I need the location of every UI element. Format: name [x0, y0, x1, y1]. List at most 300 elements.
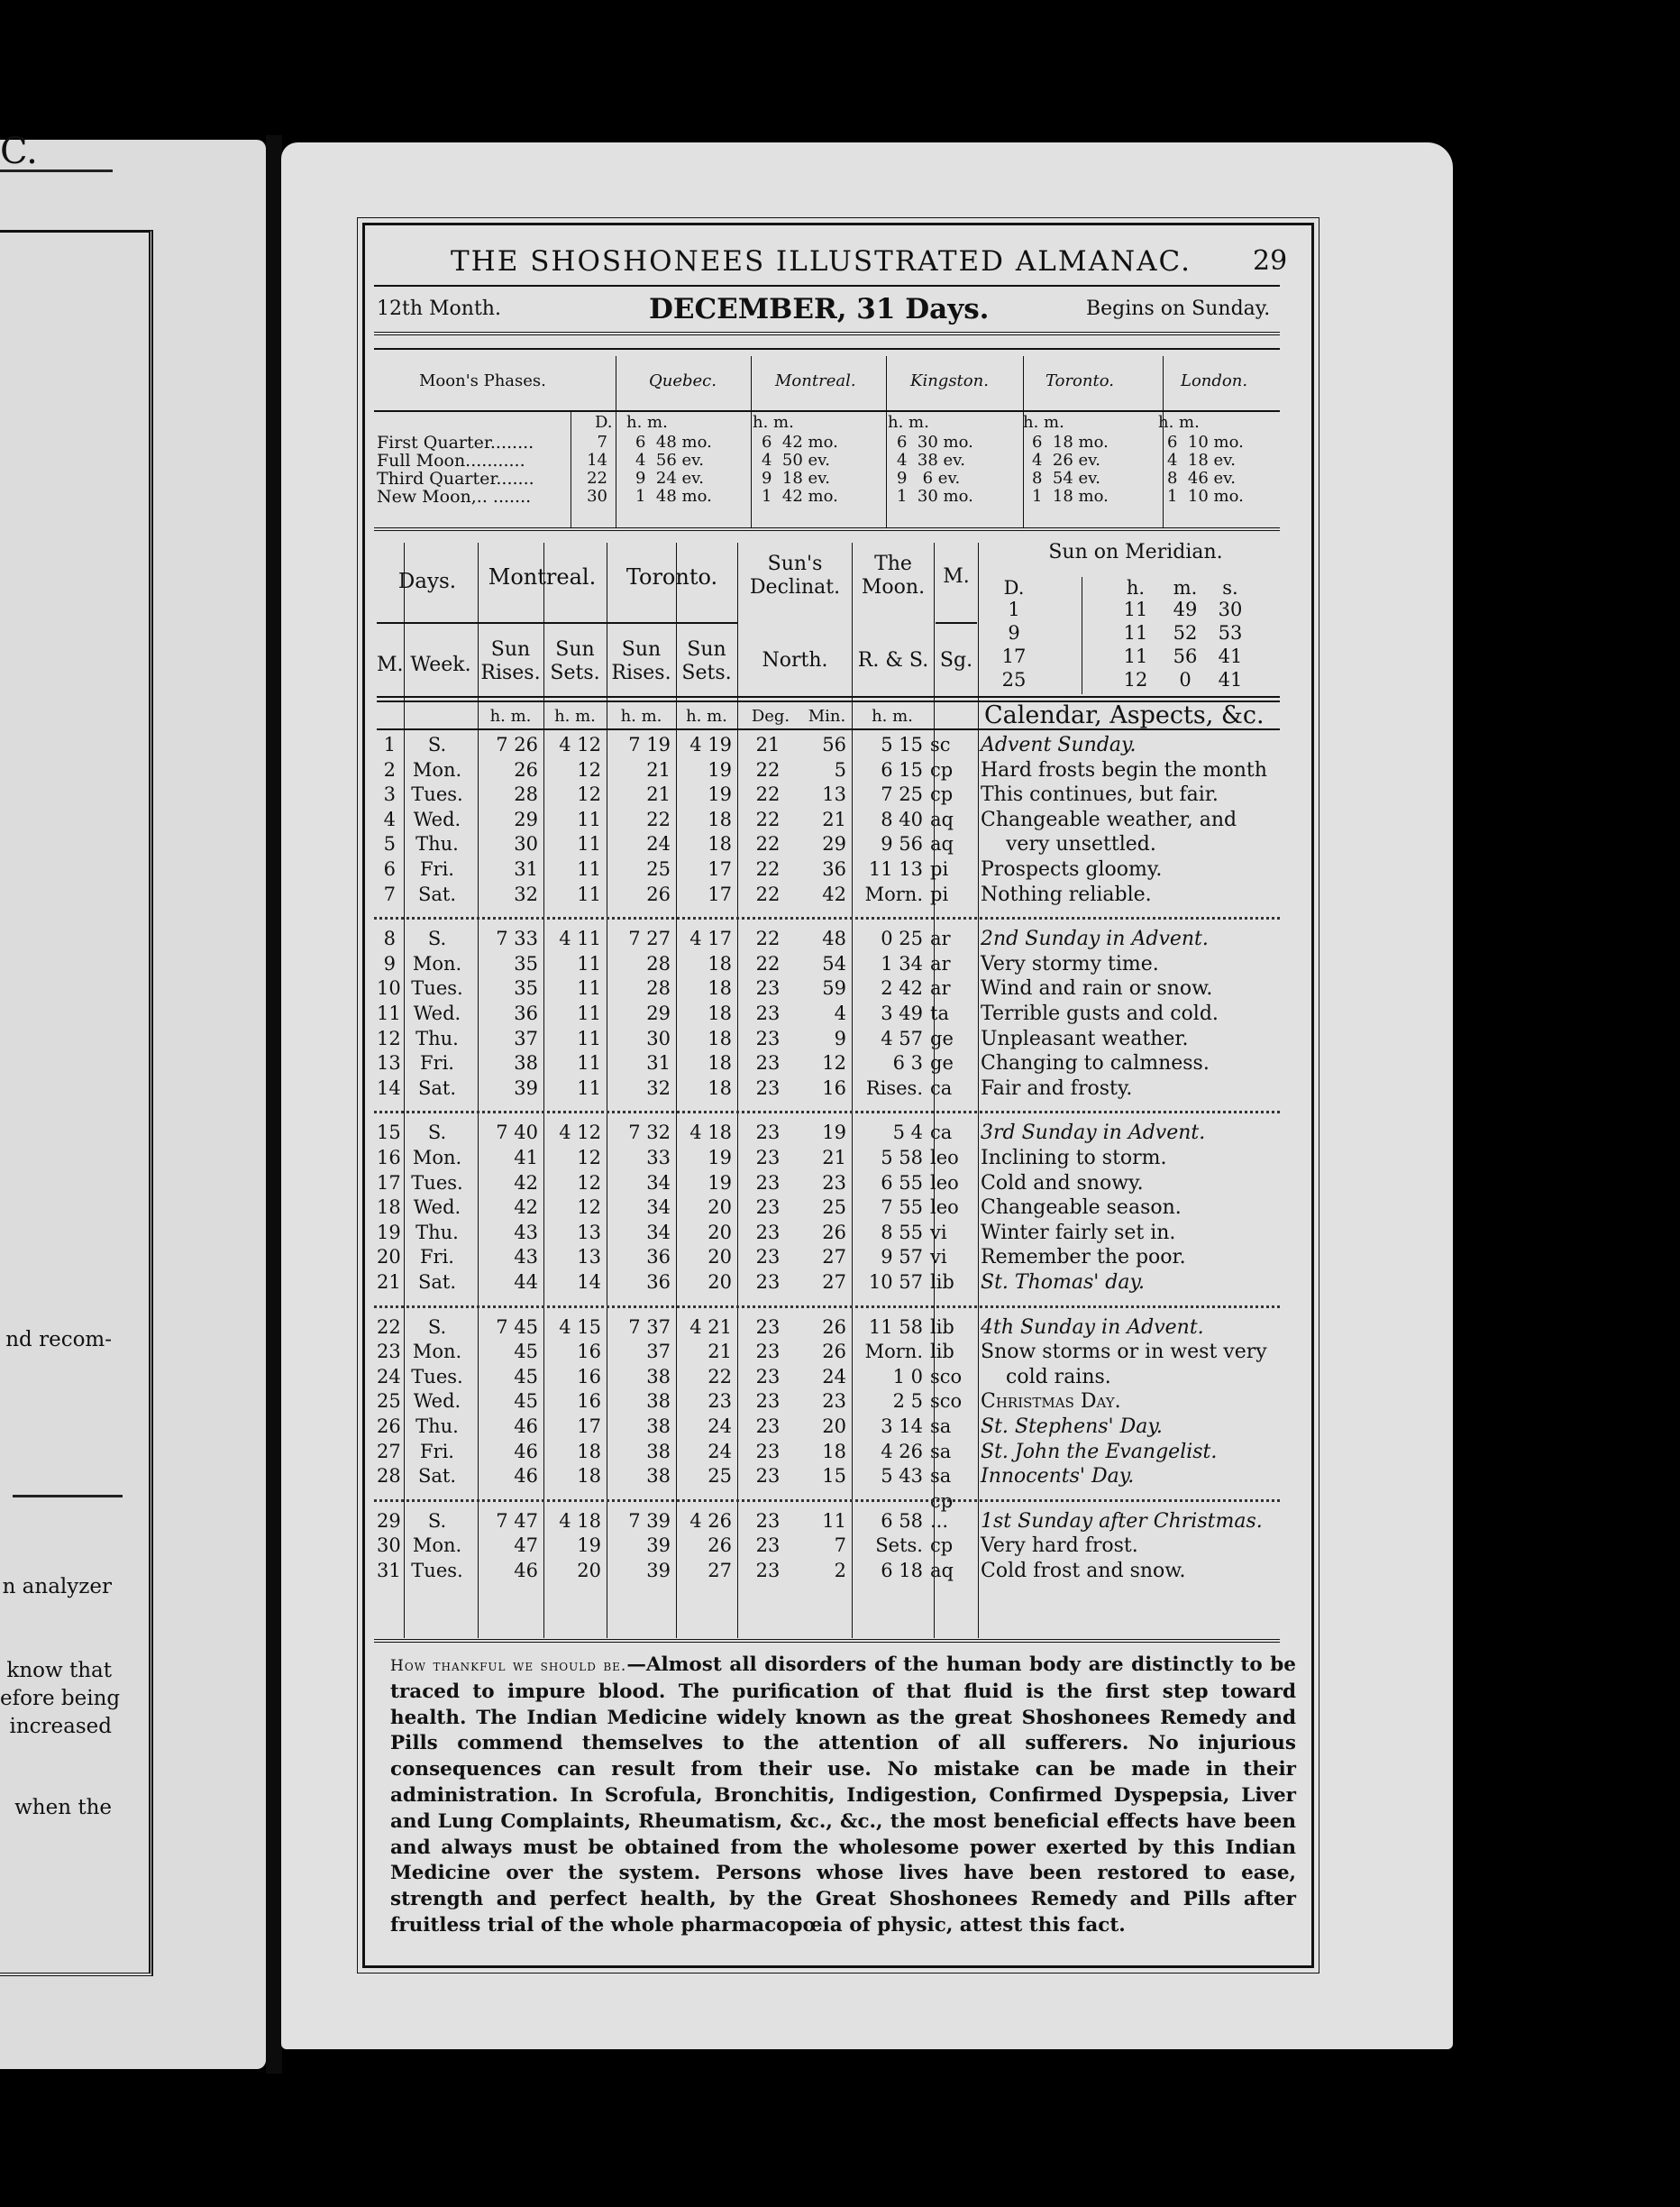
day-cell-tr: 30 — [646, 1027, 671, 1049]
day-cell-ts: 18 — [708, 1076, 732, 1099]
column-divider — [886, 356, 887, 527]
day-cell-deg: 22 — [755, 783, 781, 806]
calendar-entry: cold rains. — [1006, 1365, 1111, 1388]
day-cell-min: 26 — [822, 1315, 846, 1338]
month-begins: Begins on Sunday. — [1086, 298, 1271, 320]
calendar-entry: Changeable weather, and — [981, 808, 1237, 831]
day-cell-tr: 25 — [646, 858, 671, 880]
day-cell-tr: 7 39 — [628, 1509, 671, 1532]
day-cell-ms: 20 — [577, 1560, 601, 1581]
day-cell-ts: 20 — [708, 1246, 732, 1268]
calendar-entry: Very hard frost. — [981, 1534, 1138, 1558]
day-cell-moon: 2 42 — [881, 977, 923, 1000]
moon-phase-time: 1 42 mo. — [762, 487, 838, 506]
day-cell-deg: 22 — [755, 808, 781, 830]
day-cell-ts: 17 — [708, 858, 732, 880]
day-cell-sg: cp — [930, 758, 954, 781]
day-cell-moon: 4 26 — [881, 1440, 923, 1462]
day-cell-sg: ca — [930, 1076, 953, 1099]
calendar-entry: Unpleasant weather. — [981, 1027, 1189, 1050]
day-cell-deg: 23 — [755, 1171, 781, 1194]
day-cell-sg: ... — [930, 1509, 949, 1532]
day-cell-tr: 38 — [646, 1440, 671, 1462]
calendar-entry: This continues, but fair. — [981, 783, 1219, 807]
day-cell-ts: 18 — [708, 1027, 732, 1049]
day-cell-deg: 23 — [755, 1246, 781, 1268]
moon-phase-name: Full Moon........... — [377, 451, 525, 471]
moon-phase-time: 9 24 ev. — [635, 469, 704, 488]
day-cell-ts: 24 — [708, 1440, 732, 1462]
day-cell-min: 2 — [834, 1560, 846, 1581]
day-cell-deg: 23 — [755, 977, 781, 1000]
moon-phase-day: 22 — [587, 469, 607, 488]
month-title: DECEMBER, 31 Days. — [649, 293, 990, 325]
moon-phase-time: 1 48 mo. — [635, 487, 712, 506]
day-cell-w: Fri. — [419, 1246, 454, 1268]
moon-phase-time: 1 10 mo. — [1167, 487, 1244, 506]
day-cell-ts: 18 — [708, 833, 732, 856]
city-header: Quebec. — [649, 371, 717, 390]
day-cell-deg: 22 — [755, 758, 781, 781]
moon-phase-time: 1 18 mo. — [1032, 487, 1109, 506]
column-divider — [978, 543, 979, 1638]
day-cell-d: 6 — [383, 858, 396, 880]
day-cell-w: S. — [427, 1122, 447, 1144]
day-cell-tr: 39 — [646, 1534, 671, 1557]
day-cell-moon: 9 57 — [881, 1246, 923, 1268]
day-cell-min: 24 — [822, 1365, 846, 1387]
month-number: 12th Month. — [377, 298, 501, 320]
day-cell-d: 7 — [383, 883, 396, 905]
day-cell-sg: sa — [930, 1415, 952, 1437]
day-cell-deg: 23 — [755, 1365, 781, 1387]
day-cell-d: 16 — [377, 1147, 401, 1168]
day-cell-tr: 37 — [646, 1341, 671, 1363]
day-cell-moon: 6 18 — [881, 1560, 923, 1581]
moon-phase-time: 6 42 mo. — [762, 433, 838, 452]
day-cell-deg: 22 — [755, 928, 781, 950]
meridian-col-head: m. — [1173, 577, 1198, 599]
day-cell-ts: 25 — [708, 1465, 732, 1488]
moon-phase-name: New Moon,.. ....... — [377, 487, 532, 507]
day-cell-mr: 44 — [514, 1271, 538, 1293]
day-cell-tr: 28 — [646, 952, 671, 975]
day-cell-moon: 7 55 — [881, 1196, 923, 1219]
sg-subheader: Sg. — [939, 649, 973, 672]
day-cell-moon: 1 0 — [892, 1365, 923, 1387]
day-cell-min: 11 — [822, 1509, 846, 1532]
day-cell-mr: 35 — [514, 977, 538, 1000]
hm-label: h. m. — [1158, 413, 1200, 432]
day-cell-w: Fri. — [419, 1440, 454, 1462]
day-cell-w: Thu. — [415, 1221, 459, 1243]
day-cell-deg: 23 — [755, 1196, 781, 1219]
day-cell-w: Tues. — [411, 1560, 463, 1581]
day-cell-deg: 23 — [755, 1271, 781, 1293]
day-cell-ts: 19 — [708, 783, 732, 806]
day-cell-moon: 5 43 — [881, 1465, 923, 1488]
day-cell-tr: 32 — [646, 1076, 671, 1099]
day-cell-w: Sat. — [417, 1465, 457, 1488]
column-divider — [751, 356, 752, 527]
day-cell-min: 5 — [834, 758, 846, 781]
day-cell-d: 17 — [377, 1171, 401, 1194]
day-cell-d: 25 — [377, 1390, 401, 1413]
day-cell-ts: 17 — [708, 883, 732, 905]
day-cell-min: 13 — [822, 783, 846, 806]
meridian-value: 11 — [1123, 599, 1148, 620]
week-separator — [374, 1305, 1280, 1308]
day-cell-w: Wed. — [413, 1390, 461, 1413]
day-cell-tr: 33 — [646, 1147, 671, 1168]
meridian-value: 17 — [1001, 646, 1027, 667]
sun-time-subheader: Sun Sets. — [550, 638, 600, 684]
day-cell-mr: 42 — [514, 1196, 538, 1219]
day-cell-ts: 26 — [708, 1534, 732, 1557]
day-cell-d: 5 — [383, 833, 396, 856]
meridian-value: 11 — [1123, 622, 1148, 644]
week-separator — [374, 917, 1280, 920]
day-cell-min: 26 — [822, 1341, 846, 1363]
calendar-entry: St. Stephens' Day. — [981, 1415, 1163, 1438]
day-cell-mr: 43 — [514, 1246, 538, 1268]
day-cell-deg: 22 — [755, 952, 781, 975]
day-cell-sg: sc — [930, 734, 951, 756]
day-cell-sg: leo — [930, 1171, 959, 1194]
day-cell-sg: ta — [930, 1003, 949, 1024]
day-cell-ts: 18 — [708, 1052, 732, 1075]
day-cell-ts: 18 — [708, 952, 732, 975]
day-cell-ms: 12 — [577, 783, 601, 806]
toronto-header: Toronto. — [625, 564, 718, 590]
day-cell-w: Wed. — [413, 808, 461, 830]
book-spine — [266, 135, 282, 2074]
day-cell-moon: 2 5 — [892, 1390, 923, 1413]
day-cell-ts: 22 — [708, 1365, 732, 1387]
day-cell-ts: 4 18 — [689, 1122, 732, 1144]
calendar-entry: 1st Sunday after Christmas. — [981, 1509, 1263, 1533]
day-cell-min: 36 — [822, 858, 846, 880]
day-cell-ms: 18 — [577, 1465, 601, 1488]
day-cell-min: 29 — [822, 833, 846, 856]
week-separator — [374, 1499, 1280, 1502]
day-cell-mr: 46 — [514, 1415, 538, 1437]
day-cell-ts: 18 — [708, 977, 732, 1000]
moon-phase-time: 4 38 ev. — [897, 451, 965, 470]
meridian-value: 25 — [1001, 669, 1027, 691]
day-cell-mr: 37 — [514, 1027, 538, 1049]
day-cell-sg: vi — [930, 1221, 947, 1243]
day-cell-mr: 28 — [514, 783, 538, 806]
day-cell-w: Mon. — [412, 1147, 462, 1168]
day-cell-tr: 31 — [646, 1052, 671, 1075]
day-cell-mr: 7 26 — [496, 734, 538, 756]
day-cell-ms: 11 — [577, 1052, 601, 1075]
left-page-heading-fragment: C. — [0, 131, 38, 172]
head-bottom-rule — [377, 696, 1280, 698]
units-hm: h. m. — [686, 707, 727, 726]
day-cell-w: Mon. — [412, 952, 462, 975]
day-cell-moon: 6 55 — [881, 1171, 923, 1194]
meridian-value: 9 — [1008, 622, 1020, 644]
day-cell-w: Sat. — [417, 1271, 457, 1293]
day-cell-tr: 24 — [646, 833, 671, 856]
day-cell-w: Tues. — [411, 783, 463, 806]
day-cell-mr: 7 47 — [496, 1509, 538, 1532]
day-cell-d: 2 — [383, 758, 396, 781]
day-cell-min: 54 — [822, 952, 846, 975]
day-cell-mr: 43 — [514, 1221, 538, 1243]
day-cell-ts: 24 — [708, 1415, 732, 1437]
day-cell-sg: lib — [930, 1315, 954, 1338]
day-cell-sg: ar — [930, 977, 951, 1000]
day-cell-tr: 7 27 — [628, 928, 671, 950]
day-cell-tr: 34 — [646, 1196, 671, 1219]
day-cell-moon: Rises. — [865, 1076, 923, 1099]
day-cell-moon: 6 15 — [881, 758, 923, 781]
day-cell-sg: ar — [930, 952, 951, 975]
day-cell-d: 12 — [377, 1027, 401, 1049]
day-cell-min: 21 — [822, 1147, 846, 1168]
day-cell-d: 30 — [377, 1534, 401, 1557]
day-cell-tr: 38 — [646, 1390, 671, 1413]
day-cell-w: Sat. — [417, 1076, 457, 1099]
day-cell-d: 24 — [377, 1365, 401, 1387]
day-cell-w: Tues. — [411, 977, 463, 1000]
moon-phase-day: 7 — [597, 433, 607, 452]
calendar-entry: Prospects gloomy. — [981, 858, 1163, 881]
day-cell-mr: 26 — [514, 758, 538, 781]
day-cell-tr: 29 — [646, 1003, 671, 1024]
day-cell-d: 22 — [377, 1315, 401, 1338]
day-cell-sg: pi — [930, 858, 949, 880]
day-cell-mr: 7 45 — [496, 1315, 538, 1338]
day-cell-mr: 32 — [514, 883, 538, 905]
left-page-line: n analyzer — [2, 1575, 112, 1598]
day-cell-tr: 38 — [646, 1365, 671, 1387]
day-cell-deg: 21 — [755, 734, 781, 756]
day-cell-mr: 7 40 — [496, 1122, 538, 1144]
day-cell-mr: 46 — [514, 1465, 538, 1488]
day-cell-sg: ca — [930, 1122, 953, 1144]
moon-phase-time: 4 50 ev. — [762, 451, 830, 470]
day-cell-w: Thu. — [415, 833, 459, 856]
day-cell-min: 18 — [822, 1440, 846, 1462]
days-header: Days. — [397, 570, 457, 593]
calendar-entry: Terrible gusts and cold. — [981, 1003, 1219, 1025]
meridian-col-head: D. — [1003, 577, 1025, 599]
day-cell-ms: 4 18 — [559, 1509, 601, 1532]
day-cell-mr: 38 — [514, 1052, 538, 1075]
day-cell-d: 23 — [377, 1341, 401, 1363]
day-cell-ms: 4 12 — [559, 734, 601, 756]
day-cell-min: 20 — [822, 1415, 846, 1437]
calendar-entry: Wind and rain or snow. — [981, 977, 1213, 1001]
moon-phase-day: 30 — [587, 487, 607, 506]
day-cell-sg: sco — [930, 1390, 963, 1413]
day-cell-min: 21 — [822, 808, 846, 830]
meridian-value: 41 — [1218, 646, 1243, 667]
day-cell-moon: 10 57 — [868, 1271, 923, 1293]
day-cell-deg: 23 — [755, 1076, 781, 1099]
units-moon: h. m. — [872, 707, 913, 726]
calendar-entry: Cold and snowy. — [981, 1171, 1144, 1195]
day-cell-tr: 7 37 — [628, 1315, 671, 1338]
calendar-entry: 4th Sunday in Advent. — [981, 1315, 1204, 1339]
day-cell-tr: 21 — [646, 758, 671, 781]
moon-phase-time: 6 10 mo. — [1167, 433, 1244, 452]
calendar-entry: St. John the Evangelist. — [981, 1440, 1218, 1463]
day-cell-ts: 4 19 — [689, 734, 732, 756]
day-cell-w: Mon. — [412, 1341, 462, 1363]
calendar-entry: very unsettled. — [1006, 833, 1156, 856]
declination-header: Sun's Declinat. — [749, 553, 841, 599]
day-cell-w: Thu. — [415, 1027, 459, 1049]
day-cell-moon: 6 58 — [881, 1509, 923, 1532]
day-cell-sg: lib — [930, 1271, 954, 1293]
day-cell-min: 23 — [822, 1171, 846, 1194]
day-cell-tr: 21 — [646, 783, 671, 806]
meridian-value: 53 — [1218, 622, 1243, 644]
day-cell-ms: 11 — [577, 1027, 601, 1049]
day-cell-mr: 7 33 — [496, 928, 538, 950]
moon-phase-time: 9 18 ev. — [762, 469, 830, 488]
day-cell-ms: 12 — [577, 1171, 601, 1194]
day-cell-deg: 23 — [755, 1052, 781, 1075]
calendar-entry: Winter fairly set in. — [981, 1221, 1176, 1244]
day-cell-ms: 16 — [577, 1390, 601, 1413]
day-cell-ts: 4 17 — [689, 928, 732, 950]
day-cell-moon: Morn. — [864, 883, 923, 905]
day-cell-moon: Sets. — [875, 1534, 923, 1557]
left-page-line: know that — [6, 1659, 112, 1682]
day-cell-min: 25 — [822, 1196, 846, 1219]
day-cell-moon: 3 14 — [881, 1415, 923, 1437]
day-cell-sg: aq — [930, 808, 954, 830]
day-cell-d: 8 — [383, 928, 396, 950]
day-cell-deg: 23 — [755, 1440, 781, 1462]
day-cell-mr: 46 — [514, 1440, 538, 1462]
moon-table-rule — [374, 527, 1280, 531]
day-cell-d: 29 — [377, 1509, 401, 1532]
day-cell-sg: cp — [930, 1534, 954, 1557]
day-cell-tr: 38 — [646, 1465, 671, 1488]
day-cell-d: 14 — [377, 1076, 401, 1099]
day-cell-mr: 36 — [514, 1003, 538, 1024]
day-cell-tr: 34 — [646, 1221, 671, 1243]
day-cell-moon: 8 55 — [881, 1221, 923, 1243]
day-cell-mr: 31 — [514, 858, 538, 880]
moon-phase-name: Third Quarter....... — [377, 469, 534, 489]
week-separator — [374, 1111, 1280, 1113]
day-cell-mr: 35 — [514, 952, 538, 975]
day-cell-deg: 23 — [755, 1003, 781, 1024]
day-label: D. — [595, 413, 613, 432]
day-cell-ms: 16 — [577, 1365, 601, 1387]
calendar-entry: Innocents' Day. — [981, 1465, 1135, 1488]
day-cell-moon: 3 49 — [881, 1003, 923, 1024]
day-cell-ts: 19 — [708, 1147, 732, 1168]
hm-label: h. m. — [888, 413, 929, 432]
left-page-arrow — [13, 1495, 123, 1497]
day-cell-ms: 4 15 — [559, 1315, 601, 1338]
day-cell-ts: 19 — [708, 1171, 732, 1194]
day-cell-sg: leo — [930, 1147, 959, 1168]
day-cell-ms: 13 — [577, 1221, 601, 1243]
day-cell-min: 16 — [822, 1076, 846, 1099]
moon-header: The Moon. — [861, 553, 926, 599]
units-hm: h. m. — [489, 707, 532, 726]
meridian-value: 12 — [1123, 669, 1148, 691]
day-cell-mr: 39 — [514, 1076, 538, 1099]
day-cell-ts: 27 — [708, 1560, 732, 1581]
day-cell-w: S. — [427, 928, 447, 950]
day-cell-ts: 4 21 — [689, 1315, 732, 1338]
calendar-entry: Christmas Day. — [981, 1390, 1121, 1414]
day-cell-sg: sa — [930, 1465, 952, 1488]
day-cell-mr: 41 — [514, 1147, 538, 1168]
footer-text: —Almost all disorders of the human body are distinctly to be traced to impure blood. The purification of that fluid is the first step toward health. The Indian Medicine widely known as the great Shoshonees Remedy and Pills commend themselves to the attention of all sufferers. No injurious consequences can result from their use. No mistake can be made in their administration. In Scrofula, Bronchitis, Indigestion, Confirmed Dyspepsia, Liver and Lung Complaints, Rheumatism, &c., &c., the most beneficial effects have been and always must be obtained from the wholesome power exerted by this Indian Medicine over the system. Persons whose lives have been restored to ease, strength and perfect health, by the Great Shoshonees Remedy and Pills after fruitless trial of the whole pharmacopœia of physic, attest this fact. — [390, 1653, 1296, 1937]
moon-phase-time: 1 30 mo. — [897, 487, 973, 506]
day-cell-ms: 14 — [577, 1271, 601, 1293]
day-cell-deg: 23 — [755, 1221, 781, 1243]
day-cell-d: 15 — [377, 1122, 401, 1144]
day-cell-ms: 13 — [577, 1246, 601, 1268]
day-cell-moon: 8 40 — [881, 808, 923, 830]
day-cell-min: 19 — [822, 1122, 846, 1144]
day-cell-sg: sa — [930, 1440, 952, 1462]
day-cell-ts: 18 — [708, 808, 732, 830]
day-cell-w: Fri. — [419, 1052, 454, 1075]
moon-head-rule — [374, 410, 1280, 412]
moon-phase-time: 8 46 ev. — [1167, 469, 1236, 488]
month-rule — [374, 332, 1280, 335]
day-cell-moon: 11 13 — [868, 858, 923, 880]
day-cell-w: Fri. — [419, 858, 454, 880]
day-cell-w: Tues. — [411, 1171, 463, 1194]
city-header: Montreal. — [775, 371, 856, 390]
day-cell-moon: 6 3 — [892, 1052, 923, 1075]
day-cell-tr: 7 19 — [628, 734, 671, 756]
day-cell-ms: 11 — [577, 952, 601, 975]
day-cell-min: 56 — [822, 734, 846, 756]
column-divider — [737, 543, 738, 1638]
day-cell-tr: 22 — [646, 808, 671, 830]
day-cell-min: 42 — [822, 883, 846, 905]
day-cell-w: Mon. — [412, 1534, 462, 1557]
sign-cell-extra: cp — [930, 1489, 954, 1512]
day-cell-deg: 23 — [755, 1315, 781, 1338]
week-subheader: Week. — [410, 654, 471, 676]
day-cell-w: Thu. — [415, 1415, 459, 1437]
calendar-entry: St. Thomas' day. — [981, 1271, 1145, 1294]
day-cell-w: S. — [427, 1509, 447, 1532]
calendar-entry: 2nd Sunday in Advent. — [981, 928, 1209, 951]
rs-subheader: R. & S. — [857, 649, 929, 672]
day-cell-min: 4 — [834, 1003, 846, 1024]
day-cell-deg: 23 — [755, 1465, 781, 1488]
day-cell-mr: 45 — [514, 1341, 538, 1363]
units-hm: h. m. — [620, 707, 662, 726]
calendar-entry: Very stormy time. — [981, 952, 1159, 975]
left-page-line: when the — [14, 1796, 112, 1819]
day-cell-moon: 4 57 — [881, 1027, 923, 1049]
day-cell-ms: 11 — [577, 858, 601, 880]
day-cell-d: 27 — [377, 1440, 401, 1462]
day-cell-deg: 23 — [755, 1122, 781, 1144]
day-cell-sg: lib — [930, 1341, 954, 1363]
day-cell-d: 19 — [377, 1221, 401, 1243]
